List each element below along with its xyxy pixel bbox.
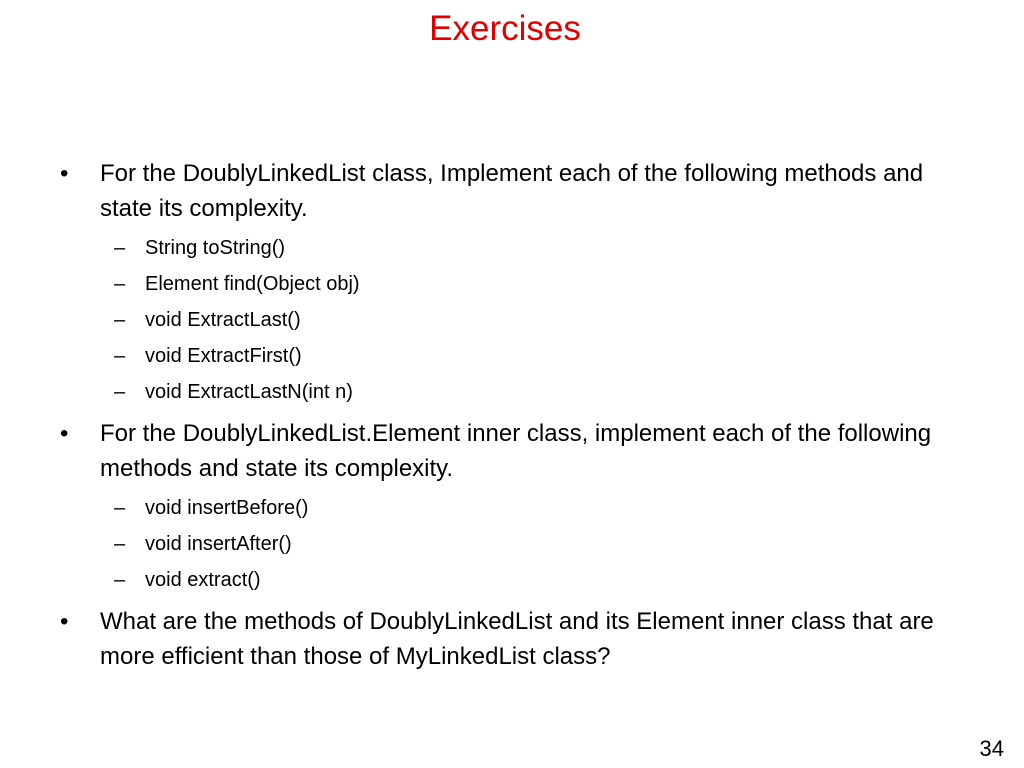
bullet-marker: • (60, 420, 69, 447)
sub-item-text: void ExtractLastN(int n) (145, 381, 353, 403)
dash-marker: – (114, 381, 126, 403)
bullet-marker: • (60, 160, 69, 187)
dash-marker: – (114, 345, 126, 367)
bullet-marker: • (60, 608, 69, 635)
sub-item (56, 562, 946, 598)
sub-item-text: void insertBefore() (145, 497, 309, 519)
dash-marker: – (114, 569, 126, 591)
sub-item (56, 230, 946, 266)
sub-item-text: void ExtractLast() (145, 309, 301, 331)
dash-marker: – (114, 309, 126, 331)
slide-content (56, 156, 946, 674)
sub-list (56, 490, 946, 598)
dash-marker: – (114, 533, 126, 555)
sub-item-text: String toString() (145, 237, 286, 259)
sub-item-text: Element find(Object obj) (145, 273, 360, 295)
sub-list (56, 230, 946, 410)
sub-item (56, 302, 946, 338)
sub-item (56, 490, 946, 526)
sub-item-text: void ExtractFirst() (145, 345, 302, 367)
dash-marker: – (114, 497, 126, 519)
sub-item (56, 374, 946, 410)
bullet-item (56, 604, 946, 674)
bullet-text: What are the methods of DoublyLinkedList and its Element inner class that are more efficient than those of MyLinkedList class? (100, 608, 934, 670)
page-number: 34 (979, 736, 1004, 761)
bullet-item (56, 156, 946, 226)
sub-item (56, 266, 946, 302)
bullet-item (56, 416, 946, 486)
bullet-text: For the DoublyLinkedList class, Implement each of the following methods and state its complexity. (100, 160, 924, 222)
sub-item (56, 526, 946, 562)
slide-title: Exercises (429, 9, 581, 48)
sub-item-text: void insertAfter() (145, 533, 292, 555)
sub-item-text: void extract() (145, 569, 261, 591)
bullet-text: For the DoublyLinkedList.Element inner class, implement each of the following methods and state its complexity. (100, 420, 932, 482)
dash-marker: – (114, 273, 126, 295)
sub-item (56, 338, 946, 374)
dash-marker: – (114, 237, 126, 259)
